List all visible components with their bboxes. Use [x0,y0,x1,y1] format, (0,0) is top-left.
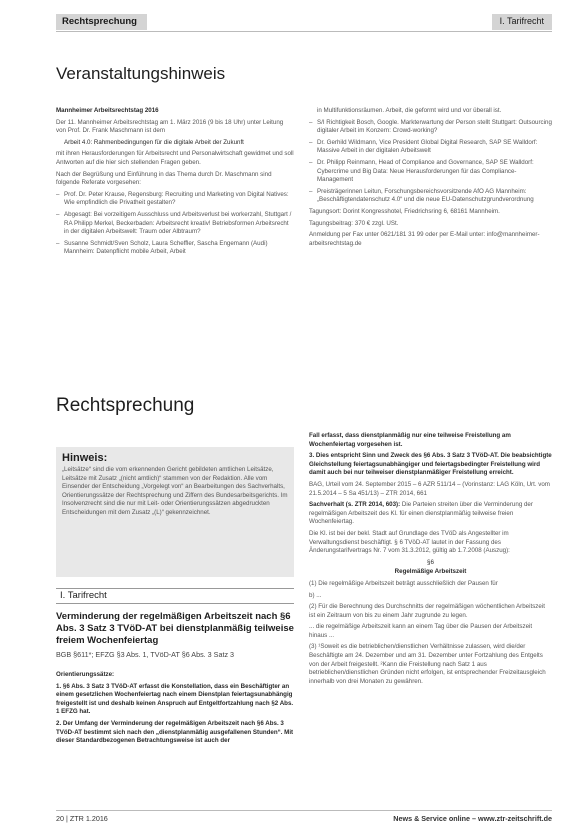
hint-title: Hinweis: [62,452,108,464]
talk-item: – Dr. Gerhild Wildmann, Vice President Global Digital Research, SAP SE Walldorf: Massive Arbeit in der digitalen Arbeitswelt [309,139,552,156]
announcement-program-intro: Nach der Begrüßung und Einführung in das Thema durch Dr. Maschmann sind folgende Referate vorgesehen: [56,170,272,187]
header-section-label: Rechtsprechung [56,14,147,30]
talk-item: – Dr. Philipp Reinmann, Head of Compliance and Governance, SAP SE Walldorf: Cybercrime und Big Data: Neue Herausforderungen für das Compliance-Management [309,159,552,185]
jurisprudence-right-column [309,432,552,689]
jurisprudence-title: Rechtsprechung [56,395,195,416]
court-citation: BAG, Urteil vom 24. September 2015 – 6 AZR 511/14 – (Vorinstanz: LAG Köln, Urt. vom 21.5.2014 – 5 Sa 451/13) – ZTR 2014, 661 [309,480,550,497]
fee: Tagungsbeitrag: 370 € zzgl. USt. [309,219,399,227]
header-divider [56,31,552,32]
announcement-theme: Arbeit 4.0: Rahmenbedingungen für die digitale Arbeit der Zukunft [64,138,244,146]
venue: Tagungsort: Dorint Kongresshotel, Friedrichsring 6, 68161 Mannheim. [309,207,500,215]
talk-item: – S/I Richtigkeit Bosch, Google. Markterwartung der Person stellt Stuttgart: Outsourcing digitaler Arbeit im Konzern: Crowd-working? [309,119,552,136]
paragraph-title: Regelmäßige Arbeitszeit [394,568,467,576]
announcement-right-column [309,107,552,251]
talk-continuation: in Multifunktionsräumen. Arbeit, die geformt wird und vor überall ist. [317,107,502,114]
paragraph-clause-1b: b) ... [309,591,322,599]
talk-item: – Preisträgerinnen Leitun, Forschungsbereichsvorsitzende AfO AG Mannheim: „Beschäftigtendatenschutz 4.0“ und die neue EU-Datenschutzgrundverordnung [309,188,552,205]
article-norms: BGB §611*; EFZG §3 Abs. 1, TVöD-AT §6 Abs. 3 Satz 3 [56,650,235,659]
header-subsection-label: I. Tarifrecht [492,14,552,30]
talk-list-left [56,191,294,257]
announcement-left-column [56,107,294,260]
facts-text-2: Die Kl. ist bei der bekl. Stadt auf Grundlage des TVöD als Angestellter im Verwaltungsdienst beschäftigt. § 6 TVöD-AT lautet in der Fassung des Änderungstarifvertrags Nr. 7 vom 31.3.2012, gültig ab 1.7.2008 (Auszug): [309,529,510,555]
talk-item: – Abgesagt: Bei vorzeitigem Ausschluss und Arbeitsverlust bei workerzahl, Stuttgart / RA Philipp Merkel, Beckerbaden: Arbeitsrecht kreativ! Betriebsformen Arbeitsrecht in der digitalen Arbeitswelt: Traum oder Albtraum? [56,211,294,237]
facts-text: Die Parteien streiten über die Verminderung der regelmäßigen Arbeitszeit des Kl. für einen dienstplanmäßig teilweise freien Wochenfeiertag. [309,501,533,526]
paragraph-note: ... die regelmäßige Arbeitszeit kann an einem Tag über die Pausen der Arbeitszeit hinaus ... [309,623,533,639]
orientation-continuation: Fall erfasst, dass dienstplanmäßig nur eine teilweise Freistellung am Wochenfeiertag vorgesehen ist. [309,432,511,448]
event-name: Mannheimer Arbeitsrechtstag 2016 [56,107,159,114]
registration: Anmeldung per Fax unter 0621/181 31 99 oder per E-Mail unter: info@mannheimer-arbeitsrechtstag.de [309,231,540,247]
paragraph-clause-1: (1) Die regelmäßige Arbeitszeit beträgt ausschließlich der Pausen für [309,579,498,587]
footer-divider [56,810,552,811]
article-title: Verminderung der regelmäßigen Arbeitszeit nach §6 Abs. 3 Satz 3 TVöD-AT bei dienstplanmäßig teilweise freiem Wochenfeiertag [56,611,294,646]
orientation-1: 1. §6 Abs. 3 Satz 3 TVöD-AT erfasst die Konstellation, dass ein Beschäftigter an einem gesetzlichen Wochenfeiertag nach einem Dienstplan feiertagsunabhängig freigestellt ist und deshalb keinen Anspruch auf Entgeltfortzahlung nach §2 Abs. 1 EFZG hat. [56,682,294,716]
orientation-3: 3. Dies entspricht Sinn und Zweck des §6 Abs. 3 Satz 3 TVöD-AT. Die beabsichtigte Gleichstellung feiertagsunabhängiger und feiertagsbedingter Freistellung wird damit auch bei nur teilweiser dienstplanmäßiger Freistellung erreicht. [309,452,552,477]
orientation-block [56,671,294,749]
section-label: I. Tarifrecht [60,590,107,601]
paragraph-number: §6 [427,558,434,566]
hint-text: „Leitsätze“ sind die vom erkennenden Gericht gebildeten amtlichen Leitsätze, Leitsätze mit Zusatz „(nicht amtlich)“ stammen von der Redaktion. Alle vom Einsender der Entscheidung „Vorgelegt von“ an Bearbeitungen des Sachverhalts, Orientierungssätze der Rechtsprechung und Ziffern des Bundesarbeitsgerichts. Im Insolvenzrecht sind die nur mit Leit- oder Orientierungssätzen abgedruckten Entscheidungen mit dem Zusatz „(L)“ gekennzeichnet. [62,466,288,516]
talk-item: – Susanne Schmidt/Sven Scholz, Laura Scheffler, Sascha Engemann (Audi) Mannheim: Datenpflicht mobile Arbeit, Arbeit [56,240,294,257]
talk-list-right [309,119,552,205]
footer-page-info: 20 | ZTR 1.2016 [56,814,108,823]
announcement-purpose: mit ihren Herausforderungen für Arbeitsrecht und Personalwirtschaft gewidmet und soll Antworten auf die hier sich stellenden Fragen geben. [56,150,294,166]
orientation-2: 2. Der Umfang der Verminderung der regelmäßigen Arbeitszeit nach §6 Abs. 3 TVöD-AT bestimmt sich nach den „dienstplanmäßig ausgefallenen Stunden“. Mit dieser Standardbezogenen Betrachtungsweise ist auch der [56,719,294,745]
orientation-title: Orientierungssätze: [56,671,115,678]
announcement-title: Veranstaltungshinweis [56,64,226,83]
talk-item: – Prof. Dr. Peter Krause, Regensburg: Recruiting und Marketing von Digital Natives: Wie empfindlich die Privatheit gestalten? [56,191,294,208]
paragraph-clause-2: (2) Für die Berechnung des Durchschnitts der regelmäßigen wöchentlichen Arbeitszeit ist ein Zeitraum von bis zu einem Jahr zugrunde zu legen. [309,603,545,619]
facts-label: Sachverhalt (s. ZTR 2014, 603): [309,501,401,509]
hint-text-block [62,466,290,521]
paragraph-clause-3: (3) ¹Soweit es die betrieblichen/dienstlichen Verhältnisse zulassen, wird die/der Beschäftigte am 24. Dezember und am 31. Dezember unter Fortzahlung des Entgelts von der Arbeit freigestellt. ²Kann die Freistellung nach Satz 1 aus betrieblichen/dienstlichen Gründen nicht erfolgen, ist entsprechender Freizeitausgleich innerhalb von drei Monaten zu gewähren. [309,643,546,685]
announcement-intro: Der 11. Mannheimer Arbeitsrechtstag am 1. März 2016 (9 bis 18 Uhr) unter Leitung von Prof. Dr. Frank Maschmann ist dem [56,118,284,135]
footer-website[interactable]: News & Service online – www.ztr-zeitschrift.de [393,814,552,823]
